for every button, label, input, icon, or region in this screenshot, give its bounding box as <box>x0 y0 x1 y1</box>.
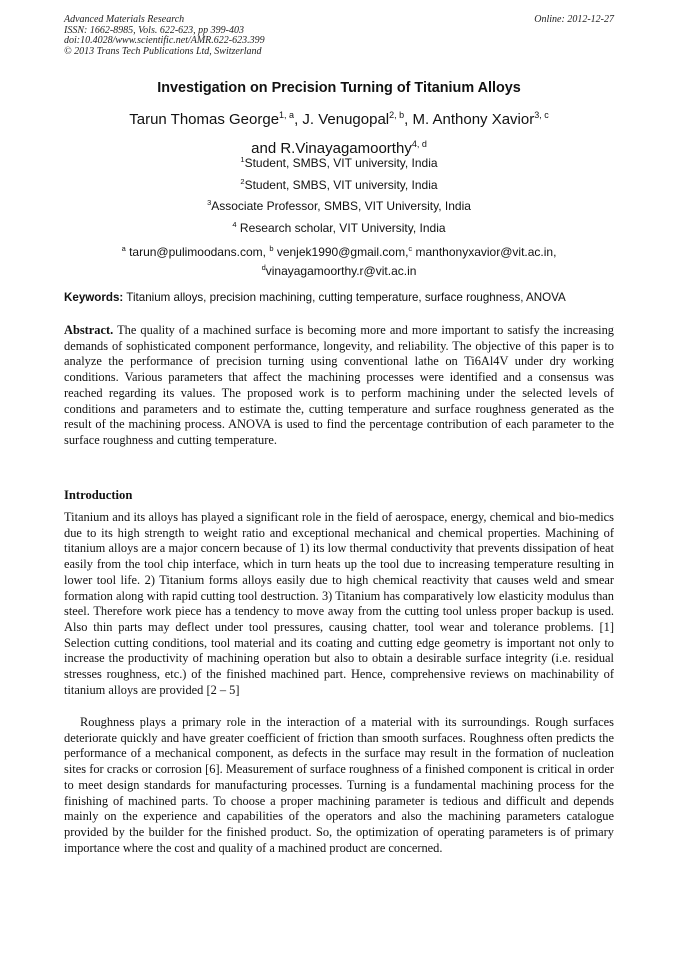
author-marker: 4, d <box>411 139 427 149</box>
email-line-2 <box>0 260 678 279</box>
abstract-label: Abstract. <box>64 323 114 337</box>
email-line-1 <box>0 241 678 260</box>
email-marker: c <box>408 244 413 253</box>
affiliation: $^3$Associate Professor, SMBS, VIT University, India <box>207 198 471 213</box>
author-marker: 3, c <box>534 110 549 120</box>
affiliation-marker: 3 <box>207 198 212 207</box>
author-name: , J. Venugopal <box>294 111 390 128</box>
affiliation-marker: 4 <box>232 220 237 229</box>
journal-name: Advanced Materials Research <box>64 14 185 25</box>
journal-header <box>64 15 265 57</box>
paper-title: Investigation on Precision Turning of Titanium Alloys <box>157 80 521 96</box>
paragraph: Titanium and its alloys has played a significant role in the field of aerospace, energy, chemical and bio-medics due to its high strength to weight ratio and exceptional mechanical and chemical properties. Machining of titanium alloys are a major concern because of 1) its low thermal conductivity that prevents dissipation of heat easily from the tool chip interface, which in turn heats up the tool due to increasing temperature resulting in lower tool life. 2) Titanium forms alloys easily due to high chemical reactivity that causes weld and smear formation along with rapid cutting tool destruction. 3) Titanium has comparatively low elasticity modulus than steel. Therefore work piece has a tendency to move away from the cutting tool unless proper backup is used. Also thin parts may deflect under tool pressures, causing chatter, tool wear and tolerance problems. [1] Selection cutting conditions, tool material and its coating and cutting edge geometry is important not only to increase the productivity of machining operation but also to obtain a desirable surface integrity (i.e. residual stresses roughness, etc.) of the finished machined part. Hence, comprehensive reviews on machinability of titanium alloys are provided [2 – 5] <box>64 510 614 697</box>
paragraph: Roughness plays a primary role in the interaction of a material with its surroundings. Rough surfaces deteriorate quickly and have greater coefficient of friction than smooth surfaces. Roughness often predicts the performance of a mechanical component, as defects in the surface may result in the formation of nucleation sites for cracks or corrosion [6]. Measurement of surface roughness of a finished component is critical in order to meet design standards for manufacturing processes. Turning is a fundamental machining process for the finishing of machined parts. To choose a proper machining parameter is tedious and difficult and depends mainly on the experience and capabilities of the operators and also the machining parameters catalogue provided by the builder for the finished product. So, the optimization of operating parameters is of primary importance where the cost and quality of a machined product are concerned. <box>64 715 614 855</box>
author-marker: 1, a <box>279 110 295 120</box>
author-list <box>0 103 678 161</box>
abstract <box>64 323 614 449</box>
keywords-text: Titanium alloys, precision machining, cutting temperature, surface roughness, ANOVA <box>123 291 566 304</box>
author-name: Tarun Thomas George <box>129 111 280 128</box>
email-address: vinayagamoorthy.r@vit.ac.in <box>265 264 417 278</box>
keywords-label: Keywords: <box>64 291 124 304</box>
online-date: Online: 2012-12-27 <box>534 14 614 25</box>
affiliation-marker: 1 <box>240 155 245 164</box>
affiliation: $^2$Student, SMBS, VIT university, India <box>240 177 438 192</box>
author-name: and R.Vinayagamoorthy <box>251 140 412 157</box>
affiliation: $^4$ Research scholar, VIT University, India <box>232 220 446 235</box>
affiliation: $^1$Student, SMBS, VIT university, India <box>240 155 438 170</box>
abstract-text: The quality of a machined surface is becoming more and more important to satisfy the increasing demands of sophisticated component performance, longevity, and reliability. The objective of this paper is to analyze the performance of precision turning using conventional lathe on Ti6Al4V under dry working conditions. Various parameters that affect the machining processes were identified and a consensus was reached regarding its values. The proposed work is to perform machining under the selected levels of conditions and parameters and to estimate the, cutting temperature and surface roughness generated as the result of the machining process. ANOVA is used to find the percentage contribution of each parameter to the surface roughness and cutting temperature. <box>64 323 614 447</box>
journal-copyright: © 2013 Trans Tech Publications Ltd, Switzerland <box>64 45 262 57</box>
email-address: venjek1990@gmail.com, <box>273 245 409 259</box>
author-marker: 2, b <box>389 110 405 120</box>
email-address: manthonyxavior@vit.ac.in, <box>412 245 557 259</box>
journal-doi: doi:10.4028/www.scientific.net/AMR.622-623.399 <box>64 35 265 47</box>
email-list <box>0 241 678 279</box>
keywords <box>64 291 624 304</box>
section-heading: Introduction <box>64 488 133 502</box>
email-marker: b <box>269 244 274 253</box>
email-marker: a <box>121 244 126 253</box>
journal-issn: ISSN: 1662-8985, Vols. 622-623, pp 399-403 <box>64 24 244 36</box>
affiliation-marker: 2 <box>240 177 245 186</box>
author-name: , M. Anthony Xavior <box>404 111 535 128</box>
email-marker: d <box>261 263 266 272</box>
author-line-1 <box>0 103 678 132</box>
email-address: tarun@pulimoodans.com, <box>125 245 270 259</box>
